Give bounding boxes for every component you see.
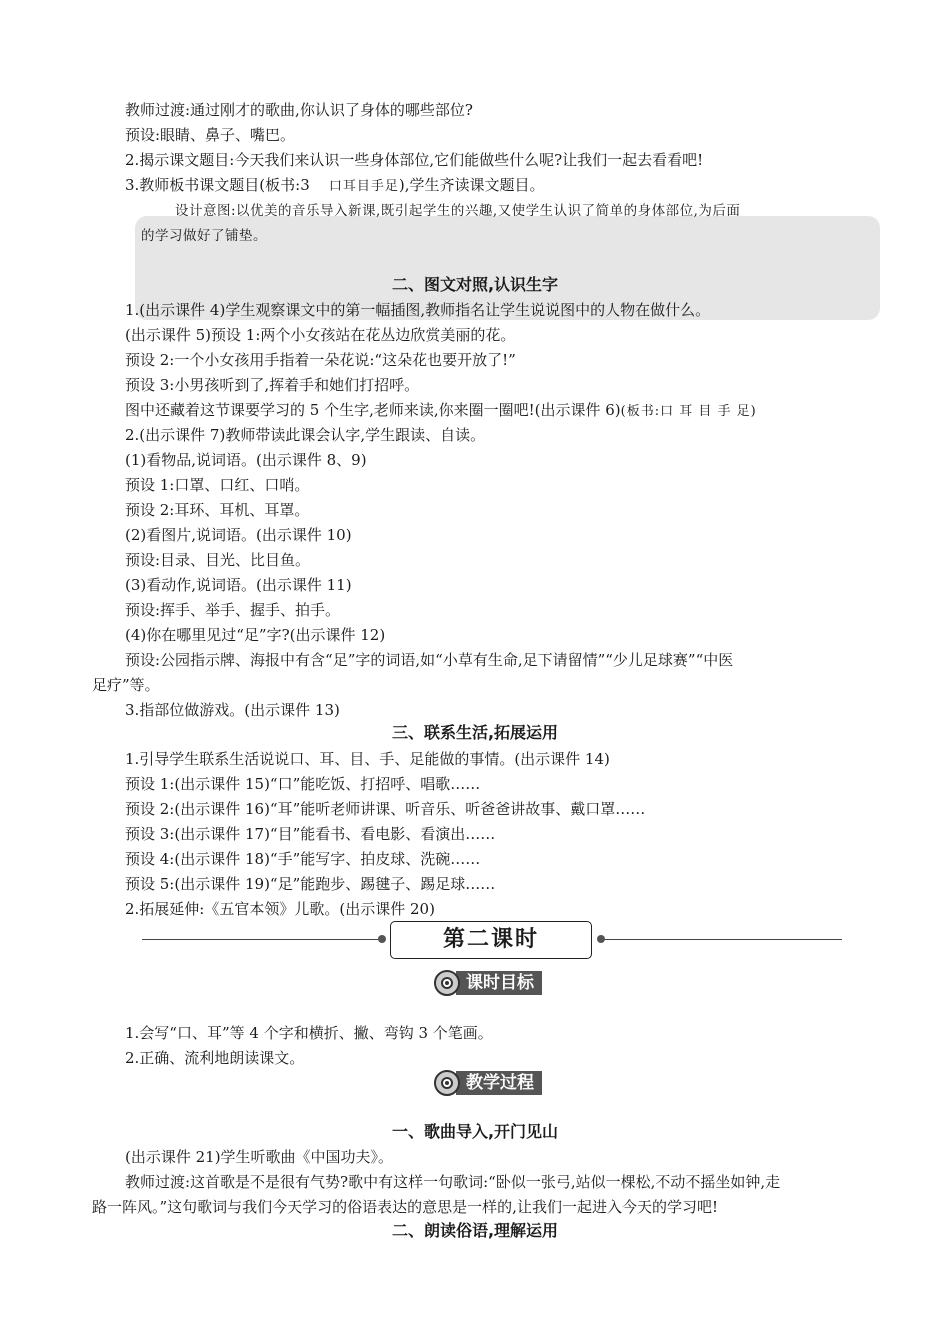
paragraph: (2)看图片,说词语。(出示课件 10) <box>125 526 352 544</box>
paragraph: 3.指部位做游戏。(出示课件 13) <box>125 701 340 719</box>
paragraph: 足疗”等。 <box>92 676 160 694</box>
paragraph: (出示课件 5)预设 1:两个小女孩站在花丛边欣赏美丽的花。 <box>125 326 516 344</box>
paragraph: 预设 5:(出示课件 19)“足”能跑步、踢毽子、踢足球…… <box>125 875 496 893</box>
paragraph: 预设 2:(出示课件 16)“耳”能听老师讲课、听音乐、听爸爸讲故事、戴口罩…… <box>125 800 646 818</box>
paragraph: 教师过渡:这首歌是不是很有气势?歌中有这样一句歌词:“卧似一张弓,站似一棵松,不动不摇坐如钟,走 <box>125 1173 781 1191</box>
paragraph: (3)看动作,说词语。(出示课件 11) <box>125 576 352 594</box>
text: 图中还藏着这节课要学习的 5 个生字,老师来读,你来圈一圈吧!(出示课件 6) <box>125 401 621 419</box>
paragraph: 1.会写“口、耳”等 4 个字和横折、撇、弯钩 3 个笔画。 <box>125 1024 493 1042</box>
paragraph: 预设:目录、目光、比目鱼。 <box>125 551 311 569</box>
paragraph: 预设 2:一个小女孩用手指着一朵花说:“这朵花也要开放了!” <box>125 351 516 369</box>
target-icon <box>434 970 460 996</box>
paragraph: 1.引导学生联系生活说说口、耳、目、手、足能做的事情。(出示课件 14) <box>125 750 610 768</box>
paragraph: 2.揭示课文题目:今天我们来认识一些身体部位,它们能做些什么呢?让我们一起去看看吧! <box>125 151 704 169</box>
divider-dot <box>597 935 605 943</box>
paragraph: 1.(出示课件 4)学生观察课文中的第一幅插图,教师指名让学生说说图中的人物在做什么。 <box>125 301 711 319</box>
design-intent-text: 的学习做好了铺垫。 <box>141 228 267 244</box>
paragraph: 预设:眼睛、鼻子、嘴巴。 <box>125 126 296 144</box>
badge-label: 课时目标 <box>456 971 542 995</box>
paragraph: 预设 2:耳环、耳机、耳罩。 <box>125 501 310 519</box>
divider-line <box>600 939 842 940</box>
paragraph: 预设:挥手、举手、握手、拍手。 <box>125 601 341 619</box>
paragraph: 2.拓展延伸:《五官本领》儿歌。(出示课件 20) <box>125 900 435 918</box>
paragraph: 路一阵风。”这句歌词与我们今天学习的俗语表达的意思是一样的,让我们一起进入今天的学习吧! <box>92 1198 718 1216</box>
paragraph: 2.(出示课件 7)教师带读此课会认字,学生跟读、自读。 <box>125 426 486 444</box>
target-icon <box>434 1070 460 1096</box>
divider-dot <box>378 935 386 943</box>
process-badge <box>434 1070 542 1096</box>
text: ),学生齐读课文题目。 <box>398 176 545 194</box>
paragraph: 教师过渡:通过刚才的歌曲,你认识了身体的哪些部位? <box>125 101 473 119</box>
paragraph: (1)看物品,说词语。(出示课件 8、9) <box>125 451 367 469</box>
board-text: (板书:口 耳 目 手 足) <box>620 404 757 419</box>
paragraph: 预设:公园指示牌、海报中有含“足”字的词语,如“小草有生命,足下请留情”“少儿足球赛”“中医 <box>125 651 734 669</box>
lesson-title: 第二课时 <box>390 921 592 959</box>
badge-label: 教学过程 <box>456 1071 542 1095</box>
section-heading: 二、图文对照,认识生字 <box>391 275 559 294</box>
design-intent-text: 设计意图:以优美的音乐导入新课,既引起学生的兴趣,又使学生认识了简单的身体部位,为后面 <box>175 203 741 219</box>
board-text: 口耳目手足 <box>328 179 399 194</box>
goals-badge <box>434 970 542 996</box>
paragraph: 预设 1:(出示课件 15)“口”能吃饭、打招呼、唱歌…… <box>125 775 481 793</box>
text: 3.教师板书课文题目(板书:3 <box>125 176 310 194</box>
paragraph <box>125 175 544 197</box>
paragraph: 2.正确、流利地朗读课文。 <box>125 1049 305 1067</box>
paragraph: 预设 4:(出示课件 18)“手”能写字、拍皮球、洗碗…… <box>125 850 481 868</box>
paragraph <box>125 400 757 422</box>
paragraph: 预设 1:口罩、口红、口哨。 <box>125 476 310 494</box>
divider-line <box>142 939 382 940</box>
section-heading: 二、朗读俗语,理解运用 <box>391 1221 559 1240</box>
section-heading: 三、联系生活,拓展运用 <box>391 723 559 742</box>
paragraph: (出示课件 21)学生听歌曲《中国功夫》。 <box>125 1148 394 1166</box>
paragraph: (4)你在哪里见过“足”字?(出示课件 12) <box>125 626 386 644</box>
section-heading: 一、歌曲导入,开门见山 <box>391 1122 559 1141</box>
paragraph: 预设 3:(出示课件 17)“目”能看书、看电影、看演出…… <box>125 825 496 843</box>
paragraph: 预设 3:小男孩听到了,挥着手和她们打招呼。 <box>125 376 420 394</box>
